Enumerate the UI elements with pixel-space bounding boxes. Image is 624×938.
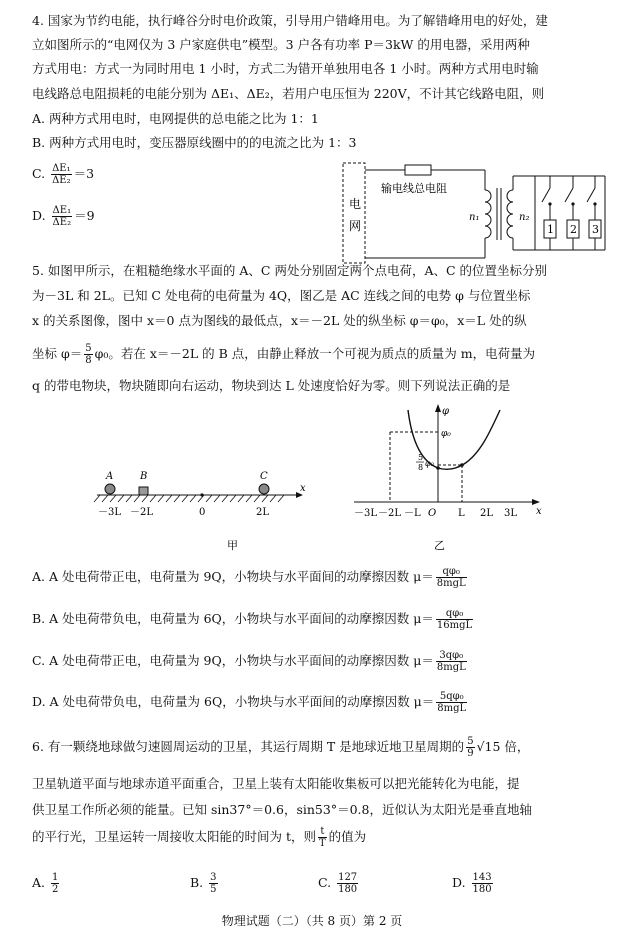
q6-line-4-start: 的平行光，卫星运转一周接收太阳能的时间为 t，则 [32,829,316,844]
tick-3l: 3L [504,508,518,519]
q5-line-5: q 的带电物块，物块随即向右运动，物块到达 L 处速度恰好为零。则下列说法正确的是 [32,378,511,393]
fraction-numerator: qφ₀ [436,608,473,620]
q5-figure-jia [92,455,312,555]
fraction-numerator: 1 [52,872,59,883]
page-footer: 物理试题（二）（共 8 页）第 2 页 [221,914,403,928]
q5-figure-yi [350,402,550,554]
q6-option-d [452,872,495,895]
fraction-denominator: 8 [85,355,92,366]
q5-option-c [32,650,469,673]
q4-option-c [32,163,94,186]
q5-line-4-start: 坐标 φ＝ [32,346,83,361]
q5-line-1: 5. 如图甲所示，在粗糙绝缘水平面的 A、C 两处分别固定两个点电荷，A、C 的位置坐标分别 [32,263,548,278]
fraction-denominator: 16mgL [436,620,473,631]
fraction-denominator: T [319,838,326,849]
option-label: A. [32,875,46,890]
load-branch-2 [565,176,579,250]
x-axis-arrow [532,499,540,505]
grid-label-1: 电 [349,197,362,211]
option-fraction [436,566,467,589]
fraction-numerator: t [318,826,327,838]
n1-label: n₁ [469,212,480,223]
phi-axis-label: φ [442,406,450,417]
fraction-numerator: 5qφ₀ [436,691,467,703]
fraction-den-8: 8 [418,463,424,472]
q4-circuit-diagram [335,158,615,268]
q6-line-2: 卫星轨道平面与地球赤道平面重合，卫星上装有太阳能收集板可以把光能转化为电能，提 [32,776,520,791]
q4-option-c-fraction [51,163,72,186]
option-text: C. A 处电荷带正电，电荷量为 9Q，小物块与水平面间的动摩擦因数 μ＝ [32,653,434,668]
switch-1 [542,188,550,202]
x-axis-label: x [300,483,306,494]
tick-origin: O [428,508,437,519]
q4-option-d-label: D. [32,208,46,223]
tick-neg3l: －3L [354,508,378,519]
q6-option-b [190,872,220,895]
option-fraction [436,608,473,631]
primary-coil [485,190,491,238]
fraction-denominator: 8mgL [436,578,466,589]
tick-l: L [458,508,465,519]
label-a: A [106,471,114,482]
fraction-numerator: 143 [472,872,492,883]
fraction-denominator: 8mgL [437,703,467,714]
phi0-label-2: φ₀ [425,459,434,468]
option-label: C. [318,875,332,890]
option-label: B. [190,875,204,890]
switch-3 [587,188,595,202]
fraction-denominator: 5 [210,884,217,895]
q4-option-c-label: C. [32,166,46,181]
fraction-denominator: ΔE₂ [52,217,72,228]
tick-neg2l: －2L [378,508,402,519]
q6-line-4-end: 的值为 [328,829,367,844]
load-2-label: 2 [570,223,577,236]
point-min [436,466,440,470]
q4-option-d-value: ＝9 [74,208,95,223]
switch-2 [565,188,573,202]
option-fraction [436,650,467,673]
option-text: B. A 处电荷带负电，电荷量为 6Q，小物块与水平面间的动摩擦因数 μ＝ [32,611,434,626]
n2-label: n₂ [519,212,530,223]
fraction-numerator: ΔE₁ [52,163,71,174]
fraction-numerator: qφ₀ [436,566,467,578]
q4-option-b: B. 两种方式用电时，变压器原线圈中的的电流之比为 1：3 [32,135,357,150]
option-fraction [472,872,493,895]
fraction-denominator: 180 [338,884,358,895]
block-b [139,487,148,495]
tick-neg3l: －3L [98,507,122,518]
label-b: B [140,471,148,482]
q6-line-3: 供卫星工作所必须的能量。已知 sin37°＝0.6，sin53°＝0.8，近似认为太阳光是垂直地轴 [32,802,532,817]
q6-line-4 [32,826,602,849]
fraction-denominator: ΔE₂ [52,175,71,186]
fraction-numerator: 3 [210,872,217,883]
q5-line-4 [32,343,602,366]
origin-dot [200,493,203,496]
q5-line-2: 为－3L 和 2L。已知 C 处电荷的电荷量为 4Q，图乙是 AC 连线之间的电势 φ 与位置坐标 [32,288,531,303]
fraction-numerator: 127 [338,872,358,883]
fraction-numerator: 3qφ₀ [436,650,467,662]
load-1-label: 1 [547,223,554,236]
fraction-denominator: 9 [467,748,474,759]
q4-line-3: 方式用电：方式一为同时用电 1 小时，方式二为错开单独用电各 1 小时。两种方式用电时输 [32,61,539,76]
q4-option-a: A. 两种方式用电时，电网提供的总电能之比为 1：1 [32,111,319,126]
grid-label-2: 网 [349,219,362,233]
option-fraction [337,872,358,895]
q4-line-1: 4. 国家为节约电能，执行峰谷分时电价政策，引导用户错峰用电。为了解错峰用电的好处，建 [32,13,548,28]
q5-option-b [32,608,475,631]
option-text: A. A 处电荷带正电，电荷量为 9Q，小物块与水平面间的动摩擦因数 μ＝ [32,569,434,584]
fraction-denominator: 2 [52,884,59,895]
tick-2l: 2L [256,507,270,518]
point-l [460,463,464,467]
fraction-numerator: 5 [467,736,474,747]
q4-option-d-fraction [52,205,73,228]
tick-2l: 2L [480,508,494,519]
resistor-label: 输电线总电阻 [381,182,447,195]
q5-option-a [32,566,469,589]
fraction-numerator: ΔE₁ [52,205,72,216]
charge-c [259,484,269,494]
option-fraction [51,872,59,895]
q6-five-ninths [466,736,474,759]
q6-line-1-start: 6. 有一颗绕地球做匀速圆周运动的卫星，其运行周期 T 是地球近地卫星周期的 [32,739,465,754]
tick-neg2l: －2L [130,507,154,518]
line-resistor [405,165,431,175]
q6-option-a [32,872,61,895]
charge-a [105,484,115,494]
figure-caption-jia: 甲 [227,539,238,552]
figure-caption-yi: 乙 [434,539,445,552]
option-label: D. [452,875,466,890]
q5-line-4-end: φ₀。若在 x＝－2L 的 B 点，由静止释放一个可视为质点的质量为 m，电荷量为 [94,346,536,361]
q6-line-1-end: √15 倍， [476,739,530,754]
q4-option-d [32,205,95,228]
q4-line-4: 电线路总电阻损耗的电能分别为 ΔE₁、ΔE₂，若用户电压恒为 220V，不计其它线路电阻，则 [32,86,545,101]
ground-hatching [94,495,284,502]
phi0-label: φ₀ [441,429,451,439]
fraction-num-5: 5 [418,453,424,462]
x-axis-label: x [536,506,542,517]
fraction-denominator: 180 [472,884,492,895]
q4-line-2: 立如图所示的“电网仅为 3 户家庭供电”模型。3 户各有功率 P＝3kW 的用电器，采用两种 [32,37,530,52]
load-3-label: 3 [592,223,599,236]
option-fraction [209,872,217,895]
fraction-numerator: 5 [85,343,92,354]
q6-line-1 [32,736,602,759]
secondary-coil [507,190,513,238]
phi-axis-arrow [435,404,441,412]
q6-option-c [318,872,360,895]
tick-zero: 0 [199,507,206,518]
load-branch-1 [542,176,556,250]
tick-negl: －L [404,508,421,519]
q5-option-d [32,691,469,714]
power-grid-box [343,163,365,263]
q5-five-eighths [84,343,92,366]
option-text: D. A 处电荷带负电，电荷量为 6Q，小物块与水平面间的动摩擦因数 μ＝ [32,694,435,709]
fraction-denominator: 8mgL [436,662,466,673]
q6-t-over-T [318,826,327,849]
option-fraction [436,691,467,714]
label-c: C [260,471,268,482]
q5-line-3: x 的关系图像，图中 x＝0 点为图线的最低点，x＝－2L 处的纵坐标 φ＝φ₀，x＝L 处的纵 [32,313,527,328]
load-branch-3 [587,176,601,250]
q4-option-c-value: ＝3 [73,166,95,181]
